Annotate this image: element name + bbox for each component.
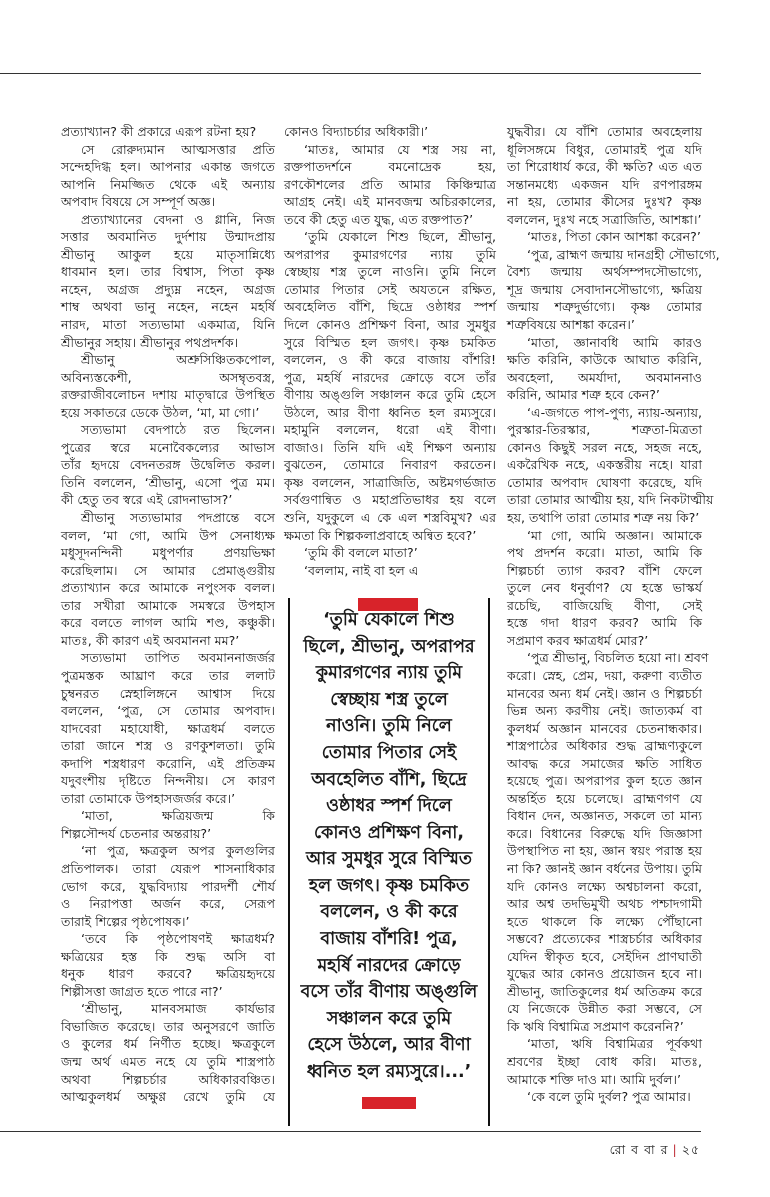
- text-line: ও নিরাপত্তা অর্জন করে, সেরূপ: [61, 896, 275, 912]
- text-line: তুলে নেব ধনুর্বাণ? যে হস্তে ভাস্কর্য: [507, 580, 702, 596]
- text-line: স্বেচ্ছায় শস্ত্র তুলে নাওনি। তুমি নিলে: [284, 264, 496, 280]
- text-line: হয়, তথাপি তারা তোমার শত্রু নয় কি?’: [507, 510, 700, 526]
- text-line: ধনুক ধারণ করবে? ক্ষত্রিয়হৃদয়ে: [61, 966, 275, 982]
- text-line: মাতঃ, কী কারণ এই অবমাননা মম?’: [61, 632, 240, 648]
- text-line: আত্মকুলধর্ম অক্ষুণ্ণ রেখে তুমি যে: [61, 1089, 275, 1105]
- text-line: বললেন, ও কী করে বাজায় বাঁশরি!: [284, 352, 496, 368]
- text-line: কৃষ্ণ বললেন, সাত্রাজিতি, অষ্টমগর্ভজাত: [284, 474, 496, 490]
- text-line: শ্রবণের ইচ্ছা বোধ করি। মাতঃ,: [507, 1053, 702, 1069]
- text-line: ধাবমান হল। তার বিশ্বাস, পিতা কৃষ্ণ: [61, 264, 275, 280]
- text-line: তারাই শিল্পের পৃষ্ঠপোষক।’: [61, 913, 190, 929]
- text-line: ‘শ্রীভানু, মানবসমাজ কার্যভার: [81, 1001, 275, 1017]
- text-line: হয়েছে পুত্র। অপরাপর কুল হতে জ্ঞান: [507, 773, 702, 789]
- text-line: প্রত্যাখ্যান করে আমাকে নপুংসক বলল।: [61, 580, 275, 596]
- text-column-2: [284, 123, 496, 579]
- footer-separator: |: [672, 1142, 678, 1157]
- text-line: অবহেলিত বাঁশি, ছিদ্রে ওষ্ঠাধর স্পর্শ: [284, 299, 496, 315]
- text-line: জন্ম অর্থ এমত নহে যে তুমি শাস্ত্রপাঠ: [61, 1053, 275, 1069]
- text-line: বিধান দেন, অজ্ঞানত, সকলে তা মান্য: [507, 808, 702, 824]
- text-line: ‘মাতঃ, আমার যে শস্ত্র সয় না,: [304, 141, 496, 157]
- text-line: শত্রুবিষয়ে আশঙ্কা করেন।’: [507, 317, 635, 333]
- text-line: শ্রীভানু সত্যভামার পদপ্রান্তে বসে: [81, 510, 275, 526]
- text-line: শাম্ব অথবা ভানু নহেন, নহেন মহর্ষি: [61, 299, 275, 315]
- pull-quote-line: নাওনি। তুমি নিলে: [326, 716, 452, 737]
- text-line: কোনও কিছুই সরল নহে, সহজ নহে,: [507, 439, 702, 455]
- text-line: হয়ে সকাতরে ডেকে উঠল, ‘মা, মা গো।’: [61, 404, 260, 420]
- pull-quote-line: হল জগৎ। কৃষ্ণ চমকিত: [308, 875, 470, 896]
- text-line: বললেন, দুঃখ নহে সত্রাজিতি, আশঙ্কা।’: [507, 211, 702, 227]
- pull-quote-line: কুমারগণের ন্যায় তুমি: [315, 663, 463, 684]
- text-line: না কি? জ্ঞানই জ্ঞান বর্ধনের উপায়। তুমি: [507, 860, 702, 876]
- page-footer: [610, 1142, 700, 1162]
- text-line: ভোগ করে, যুদ্ধবিদ্যায় পারদর্শী শৌর্য: [61, 878, 275, 894]
- text-line: নহেন, অগ্রজ প্রদ্যুম্ন নহেন, অগ্রজ: [61, 281, 275, 297]
- pull-quote-bottom-accent: [362, 1097, 416, 1109]
- pull-quote-line: আর সুমধুর সুরে বিস্মিত: [306, 849, 472, 870]
- pull-quote-line: ধ্বনিত হল রম্যসুরে।...’: [306, 1062, 472, 1082]
- text-line: জন্মায় শত্রুদুর্ভাগ্যে। কৃষ্ণ তোমার: [507, 299, 702, 315]
- text-line: ‘মাতা, ক্ষত্রিয়জন্ম কি: [81, 808, 275, 824]
- text-line: অপরাপর কুমারগণের ন্যায় তুমি: [284, 246, 496, 262]
- page-number: ২৫: [681, 1142, 700, 1157]
- text-line: তারা তোমার আত্মীয় হয়, যদি নিকটাত্মীয়: [507, 492, 714, 508]
- pull-quote-left-border: [288, 598, 290, 1126]
- text-line: শাস্ত্রপাঠের অধিকার শুদ্ধ ব্রাহ্মণ্যকুলে: [507, 738, 702, 754]
- text-line: করেছিলাম। সে আমার প্রেমাঙ্গুরীয়: [61, 562, 275, 578]
- text-line: পথ প্রদর্শন করো। মাতা, আমি কি: [507, 545, 702, 561]
- text-line: করে বলতে লাগল আমি শণ্ড, কঞ্চুকী।: [61, 615, 275, 631]
- text-line: সত্যভামা বেদপাঠে রত ছিলেন।: [81, 422, 275, 438]
- text-line: আগ্রহ নেই। এই মানবজন্ম অচিরকালের,: [284, 194, 496, 210]
- text-line: না হয়, তোমার কীসের দুঃখ? কৃষ্ণ: [507, 194, 702, 210]
- text-line: ‘তবে কি পৃষ্ঠপোষণই ক্ষাত্রধর্ম?: [81, 931, 275, 947]
- text-line: বিভাজিত করেছে। তার অনুসরণে জাতি: [61, 1018, 275, 1034]
- text-line: করিনি, আমার শত্রু হবে কেন?’: [507, 387, 660, 403]
- text-column-3: [507, 123, 720, 1106]
- text-line: কোনও বিদ্যাচর্চার অধিকারী।’: [284, 124, 429, 139]
- text-line: ‘মা গো, আমি অজ্ঞান। আমাকে: [527, 527, 702, 543]
- text-line: ও কুলের ধর্ম নির্ণীত হচ্ছে। ক্ষত্রকুলে: [61, 1036, 275, 1052]
- pull-quote-line: বললেন, ও কী করে: [320, 902, 458, 923]
- text-line: হতে থাকলে কি লক্ষ্যে পৌঁছানো: [507, 913, 702, 929]
- text-line: ‘তুমি যেকালে শিশু ছিলে, শ্রীভানু,: [304, 229, 496, 245]
- text-line: রণকৌশলের প্রতি আমার কিঞ্চিন্মাত্র: [284, 176, 496, 192]
- text-line: তবে কী হেতু এত যুদ্ধ, এত রক্তপাত?’: [284, 211, 474, 227]
- top-rule: [0, 73, 701, 74]
- pull-quote-line: সঞ্চালন করে তুমি: [326, 1008, 452, 1029]
- text-line: ‘মাতা, জ্ঞানাবধি আমি কারও: [527, 334, 702, 350]
- text-line: কি ঋষি বিশ্বামিত্র সপ্রমাণ করেননি?’: [507, 1018, 684, 1034]
- text-line: মানবের অন্য ধর্ম নেই। জ্ঞান ও শিল্পচর্চা: [507, 685, 702, 701]
- text-line: তোমার অপবাদ ঘোষণা করেছে, যদি: [507, 474, 702, 490]
- text-column-1: [61, 123, 275, 1106]
- text-line: ‘পুত্র, ব্রাহ্মণ জন্মায় দানগ্রহী সৌভাগ্যে,: [527, 246, 720, 262]
- text-line: যে নিজেকে উন্নীত করা সম্ভবে, সে: [507, 1001, 702, 1017]
- text-line: বললেন, ‘পুত্র, সে তোমার অপবাদ।: [61, 703, 275, 719]
- pull-quote-line: তোমার পিতার সেই: [321, 742, 457, 763]
- pull-quote-line: স্বেচ্ছায় শস্ত্র তুলে: [330, 689, 448, 710]
- text-line: শিল্পসৌন্দর্য চেতনার অন্তরায়?’: [61, 825, 212, 841]
- text-line: আমাকে শক্তি দাও মা। আমি দুর্বল।’: [507, 1071, 681, 1087]
- text-line: হস্তে গদা ধারণ করব? আমি কি: [507, 615, 702, 631]
- text-line: অন্তর্হিত হয়ে চলেছে। ব্রাহ্মণগণ যে: [507, 790, 702, 806]
- text-line: ‘কে বলে তুমি দুর্বল? পুত্র আমার।: [527, 1089, 691, 1105]
- text-line: বৈশ্য জন্মায় অর্থসম্পদসৌভাগ্যে,: [507, 264, 702, 280]
- text-line: শুনি, যদুকুলে এ কে এল শস্ত্রবিমুখ? এর: [284, 510, 496, 526]
- text-line: শূদ্র জন্মায় সেবাদানসৌভাগ্যে, ক্ষত্রিয়: [507, 281, 702, 297]
- text-line: সে রোরুদ্যমান আত্মসত্তার প্রতি: [81, 141, 275, 157]
- text-line: পুত্রের স্বরে মনোবৈকল্যের আভাস: [61, 439, 275, 455]
- text-line: সর্বগুণান্বিত ও মহাপ্রতিভাধর হয় বলে: [284, 492, 496, 508]
- text-line: পুরস্কার-তিরস্কার, শত্রুতা-মিত্রতা: [507, 422, 702, 438]
- text-line: শ্রীভানুর সহায়। শ্রীভানুর পথপ্রদর্শক।: [61, 334, 239, 350]
- text-line: অপবাদ বিষয়ে সে সম্পূর্ণ অজ্ঞ।: [61, 194, 216, 210]
- text-line: কদাপি শস্ত্রধারণ করোনি, এই প্রতিক্রম: [61, 755, 275, 771]
- pull-quote-line: বসে তাঁর বীণায় অঙ্গুলি: [300, 982, 478, 1003]
- text-line: তার সখীরা আমাকে সমস্বরে উপহাস: [61, 597, 275, 613]
- text-line: ‘মাতঃ, পিতা কোন আশঙ্কা করেন?’: [527, 229, 701, 245]
- text-line: শ্রীভানু আকুল হয়ে মাতৃসান্নিধ্যে: [61, 246, 275, 262]
- text-line: আর অশ্ব তদভিমুখী অথচ পশ্চাদগামী: [507, 896, 702, 912]
- text-line: তারা জানে শস্ত্র ও রণকুশলতা। তুমি: [61, 738, 275, 754]
- text-line: বলল, ‘মা গো, আমি উপ সেনাধ্যক্ষ: [61, 527, 275, 543]
- text-line: বুঝতেন, তোমারে নিবারণ করতেন।: [284, 457, 496, 473]
- text-line: ভিন্ন অন্য করণীয় নেই। জাত্যকর্ম বা: [507, 703, 702, 719]
- pull-quote-line: বাজায় বাঁশরি! পুত্র,: [320, 929, 458, 950]
- text-line: কুলধর্ম অজ্ঞান মানবের চেতনান্ধকার।: [507, 720, 702, 736]
- text-line: সত্তার অবমানিত দুর্দশায় উন্মাদপ্রায়: [61, 229, 275, 245]
- text-line: সুরে বিস্মিত হল জগৎ। কৃষ্ণ চমকিত: [284, 334, 496, 350]
- text-line: উঠলে, আর বীণা ধ্বনিত হল রম্যসুরে।: [284, 404, 496, 420]
- text-line: ‘পুত্র শ্রীভানু, বিচলিত হয়ো না। শ্রবণ: [527, 650, 709, 666]
- text-line: সন্দেহদিগ্ধ হল। আপনার একান্ত জগতে: [61, 159, 275, 175]
- text-line: প্রতিপালক। তারা যেরূপ শাসনাধিকার: [61, 860, 275, 876]
- pull-quote-line: হেসে উঠলে, আর বীণা: [307, 1035, 471, 1056]
- text-line: রচেছি, বাজিয়েছি বীণা, সেই: [507, 597, 702, 613]
- text-line: যুদ্ধের আর কোনও প্রয়োজন হবে না।: [507, 966, 702, 982]
- text-line: তারা তোমাকে উপহাসজর্জর করে।’: [61, 790, 236, 806]
- text-line: পুত্রমস্তক আঘ্রাণ করে তার ললাট: [61, 667, 275, 683]
- text-line: কী হেতু তব স্বরে এই রোদনাভাস?’: [61, 492, 233, 508]
- text-line: তাঁর হৃদয়ে বেদনতরঙ্গ উদ্বেলিত করল।: [61, 457, 275, 473]
- text-line: করো। স্নেহ, প্রেম, দয়া, করুণা ব্যতীত: [507, 667, 702, 683]
- text-line: আবদ্ধ করে সমাজের ক্ষতি সাধিত: [507, 755, 702, 771]
- text-line: বাজাও। তিনি যদি এই শিক্ষণ অন্যায়: [284, 439, 496, 455]
- text-line: ‘মাতা, ঋষি বিশ্বামিত্রর পূর্বকথা: [527, 1036, 702, 1052]
- text-line: শ্রীভানু অশ্রুসিঞ্চিতকপোল,: [81, 352, 275, 368]
- text-line: করে। বিধানের বিরুদ্ধে যদি জিজ্ঞাসা: [507, 825, 702, 841]
- pull-quote-right-border: [488, 598, 490, 1126]
- text-line: যাদবেরা মহাযোধী, ক্ষাত্রধর্ম বলতে: [61, 720, 275, 736]
- text-line: নারদ, মাতা সত্যভামা একমাত্র, যিনি: [61, 317, 275, 333]
- pull-quote-line: অবহেলিত বাঁশি, ছিদ্রে: [311, 769, 467, 790]
- text-line: বীণায় অঙ্গুলি সঞ্চালন করে তুমি হেসে: [284, 387, 496, 403]
- text-line: রক্তরাজীবলোচন দশায় মাতৃদ্বারে উপস্থিত: [61, 387, 275, 403]
- text-line: অবহেলা, অমর্যাদা, অবমাননাও: [507, 369, 702, 385]
- text-line: অবিন্যস্তকেশী, অসম্বৃতবস্ত্র,: [61, 369, 275, 385]
- pull-quote-line: ‘তুমি যেকালে শিশু: [323, 610, 455, 630]
- text-line: সপ্রমাণ করব ক্ষাত্রধর্ম মোর?’: [507, 632, 649, 648]
- text-line: সত্যভামা তাপিত অবমাননাজর্জর: [81, 650, 275, 666]
- bottom-rule: [0, 1131, 701, 1132]
- text-line: যুদ্ধবীর। যে বাঁশি তোমার অবহেলায়: [507, 124, 702, 139]
- pull-quote-line: ওষ্ঠাধর স্পর্শ দিলে: [326, 796, 452, 817]
- text-line: ধূলিসঙ্গমে বিধুর, তোমারই পুত্র যদি: [507, 141, 702, 157]
- text-line: শিল্পীসত্তা জাগ্রত হতে পারে না?’: [61, 983, 223, 999]
- text-line: আপনি নিমজ্জিত থেকে এই অন্যায়: [61, 176, 275, 192]
- text-line: ‘না পুত্র, ক্ষত্রকুল অপর কুলগুলির: [81, 843, 275, 859]
- text-line: ক্ষত্রিয়ের হস্ত কি শুদ্ধ অসি বা: [61, 948, 275, 964]
- text-line: শ্রীভানু, জাতিকুলের ধর্ম অতিক্রম করে: [507, 983, 702, 999]
- text-line: যেদিন স্বীকৃত হবে, সেইদিন প্রাণঘাতী: [507, 948, 702, 964]
- text-line: সন্তানমধ্যে একজন যদি রণপারঙ্গম: [507, 176, 702, 192]
- text-line: চুম্বনরত স্নেহালিঙ্গনে আশ্বাস দিয়ে: [61, 685, 275, 701]
- text-line: রক্তপাতদর্শনে বমনোদ্রেক হয়,: [284, 159, 496, 175]
- pull-quote-line: ছিলে, শ্রীভানু, অপরাপর: [303, 636, 475, 657]
- text-line: দিলে কোনও প্রশিক্ষণ বিনা, আর সুমধুর: [284, 317, 496, 333]
- text-line: তিনি বললেন, ‘শ্রীভানু, এসো পুত্র মম।: [61, 474, 275, 490]
- text-line: ক্ষমতা কি শিল্পকলাপ্রবাহে অন্বিত হবে?’: [284, 527, 477, 543]
- text-line: মধুসূদনন্দিনী মধুপর্ণার প্রণয়ভিক্ষা: [61, 545, 275, 561]
- text-line: ‘তুমি কী বললে মাতা?’: [304, 545, 418, 561]
- text-line: যদি কোনও লক্ষ্যে অশ্বচালনা করো,: [507, 878, 702, 894]
- text-line: তা শিরোধার্য করে, কী ক্ষতি? এত এত: [507, 159, 702, 175]
- text-line: ‘এ-জগতে পাপ-পুণ্য, ন্যায়-অন্যায়,: [527, 404, 702, 420]
- text-line: অথবা শিল্পচর্চার অধিকারবঞ্চিত।: [61, 1071, 275, 1087]
- text-line: তোমার পিতার সেই অযতনে রক্ষিত,: [284, 281, 496, 297]
- text-line: প্রত্যাখ্যান? কী প্রকারে এরূপ রটনা হয়?: [61, 124, 257, 139]
- text-line: মহামুনি বললেন, ধরো এই বীণা।: [284, 422, 496, 438]
- text-line: ‘বললাম, নাই বা হল এ: [304, 562, 419, 578]
- text-line: প্রত্যাখ্যানের বেদনা ও গ্লানি, নিজ: [81, 211, 275, 227]
- text-line: শিল্পচর্চা ত্যাগ করব? বাঁশি ফেলে: [507, 562, 702, 578]
- magazine-name: রো ব বা র: [609, 1142, 669, 1157]
- text-line: পুত্র, মহর্ষি নারদের ক্রোড়ে বসে তাঁর: [284, 369, 496, 385]
- text-line: উপস্থাপিত না হয়, জ্ঞান স্বয়ং পরাস্ত হয়: [507, 843, 702, 859]
- text-line: ক্ষতি করিনি, কাউকে আঘাত করিনি,: [507, 352, 702, 368]
- text-line: যদুবংশীয় দৃষ্টিতে নিন্দনীয়। সে কারণ: [61, 773, 275, 789]
- text-line: সম্ভবে? প্রত্যেকের শাস্ত্রচর্চার অধিকার: [507, 931, 702, 947]
- pull-quote-line: কোনও প্রশিক্ষণ বিনা,: [313, 822, 465, 843]
- text-line: একরৈখিক নহে, একস্তরীয় নহে। যারা: [507, 457, 702, 473]
- pull-quote-line: মহর্ষি নারদের ক্রোড়ে: [317, 955, 461, 976]
